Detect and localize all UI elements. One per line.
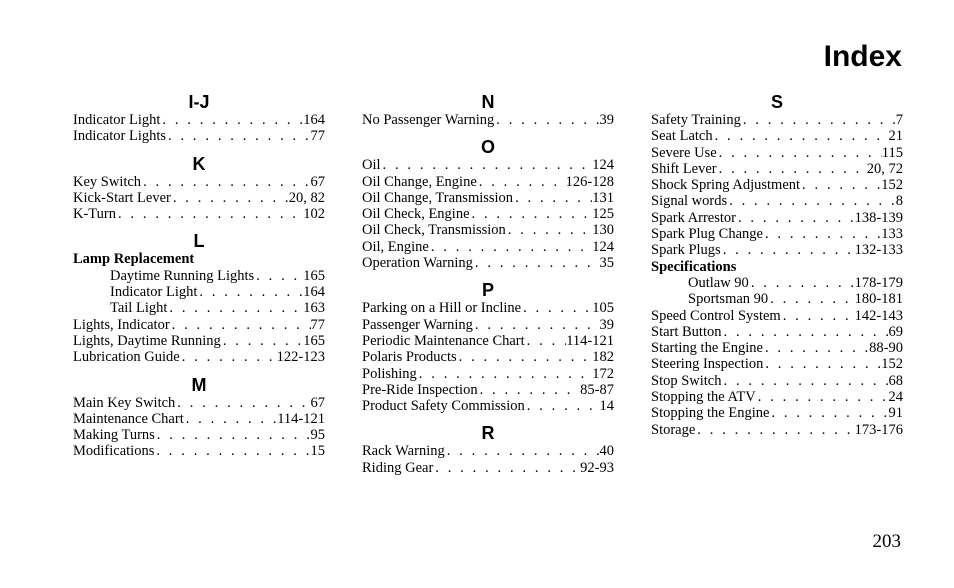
index-column-3 <box>651 92 903 438</box>
entry-term: Spark Plug Change <box>651 226 763 243</box>
entry-term: Indicator Lights <box>73 128 167 145</box>
dot-leader <box>166 128 310 144</box>
index-column-1 <box>73 92 325 460</box>
index-entry <box>362 443 614 459</box>
entry-term: Oil Change, Engine <box>362 173 477 190</box>
index-entry <box>73 190 325 206</box>
section-heading-m: M <box>191 374 207 395</box>
dot-leader <box>513 190 592 206</box>
entry-page-ref: 68 <box>888 372 903 389</box>
dot-leader <box>713 128 889 144</box>
entry-term: Maintenance Chart <box>73 410 184 427</box>
index-entry <box>362 349 614 365</box>
entry-term: Sportsman 90 <box>688 291 769 308</box>
entry-term: Oil, Engine <box>362 238 429 255</box>
entry-page-ref: 130 <box>592 222 614 239</box>
entry-page-ref: 67 <box>310 394 325 411</box>
index-entry <box>73 411 325 427</box>
dot-leader <box>170 317 311 333</box>
entry-term: Start Button <box>651 323 722 340</box>
entry-term: Outlaw 90 <box>688 274 749 291</box>
entry-page-ref: 14 <box>599 398 614 415</box>
index-entry <box>651 112 903 128</box>
index-entry <box>362 460 614 476</box>
entry-term: Lights, Indicator <box>73 316 170 333</box>
dot-leader <box>756 389 889 405</box>
entry-term: Polaris Products <box>362 349 457 366</box>
index-column-2 <box>362 92 614 476</box>
entry-term: Storage <box>651 421 696 438</box>
index-entry <box>651 356 903 372</box>
dot-leader <box>197 284 303 300</box>
dot-leader <box>254 268 303 284</box>
entry-page-ref: 39 <box>599 112 614 128</box>
index-entry <box>651 405 903 421</box>
entry-term: Severe Use <box>651 144 717 161</box>
dot-leader <box>473 255 600 271</box>
dot-leader <box>160 112 303 128</box>
entry-page-ref: 35 <box>599 255 614 272</box>
entry-page-ref: 88-90 <box>869 340 903 357</box>
dot-leader <box>494 112 599 128</box>
section-heading-p: P <box>481 280 494 301</box>
index-entry <box>73 333 325 349</box>
entry-term: Oil Check, Engine <box>362 206 470 223</box>
entry-term: Lights, Daytime Running <box>73 332 221 349</box>
dot-leader <box>184 411 277 427</box>
entry-term: Oil Change, Transmission <box>362 189 514 206</box>
entry-page-ref: 7 <box>895 112 903 128</box>
entry-term: Safety Training <box>651 112 741 128</box>
index-entry <box>362 222 614 238</box>
dot-leader <box>781 308 855 324</box>
entry-term: Passenger Warning <box>362 316 473 333</box>
index-entry <box>73 317 325 333</box>
entry-term: Oil <box>362 157 381 174</box>
entry-page-ref: 115 <box>881 144 903 161</box>
entry-page-ref: 21 <box>888 128 903 145</box>
index-entry <box>362 255 614 271</box>
index-entry <box>362 300 614 316</box>
index-entry <box>73 443 325 459</box>
index-subheading: Specifications <box>651 258 737 275</box>
dot-leader <box>470 206 593 222</box>
section-heading-l: L <box>193 231 205 252</box>
entry-term: Polishing <box>362 365 417 382</box>
entry-term: Operation Warning <box>362 255 473 272</box>
entry-page-ref: 152 <box>881 177 903 194</box>
index-entry <box>362 112 614 128</box>
entry-page-ref: 69 <box>888 323 903 340</box>
entry-term: Making Turns <box>73 427 155 444</box>
entry-term: Kick-Start Lever <box>73 189 171 206</box>
index-entry <box>651 422 903 438</box>
entry-term: Signal words <box>651 193 728 210</box>
dot-leader <box>171 190 289 206</box>
index-entry <box>362 333 614 349</box>
dot-leader <box>429 239 592 255</box>
index-entry <box>73 206 325 222</box>
entry-term: No Passenger Warning <box>362 112 495 128</box>
entry-term: Parking on a Hill or Incline <box>362 300 522 317</box>
dot-leader <box>521 300 592 316</box>
entry-page-ref: 8 <box>895 193 903 210</box>
dot-leader <box>525 333 567 349</box>
entry-term: Lubrication Guide <box>73 349 180 366</box>
entry-term: Steering Inspection <box>651 356 764 373</box>
section-heading-r: R <box>481 423 495 444</box>
dot-leader <box>749 275 855 291</box>
entry-page-ref: 114-121 <box>277 410 325 427</box>
entry-page-ref: 39 <box>599 316 614 333</box>
entry-page-ref: 165 <box>303 267 325 284</box>
entry-term: Oil Check, Transmission <box>362 222 506 239</box>
entry-page-ref: 164 <box>303 112 325 128</box>
entry-page-ref: 142-143 <box>854 307 903 324</box>
index-entry <box>362 382 614 398</box>
index-entry <box>651 324 903 340</box>
dot-leader <box>221 333 303 349</box>
dot-leader <box>727 193 896 209</box>
entry-term: Key Switch <box>73 173 142 190</box>
entry-term: Indicator Light <box>73 112 161 128</box>
section-heading-s: S <box>770 92 783 112</box>
dot-leader <box>506 222 592 238</box>
dot-leader <box>722 373 889 389</box>
entry-page-ref: 77 <box>310 316 325 333</box>
entry-page-ref: 92-93 <box>580 459 614 476</box>
section-heading-k: K <box>192 153 206 174</box>
index-entry <box>362 239 614 255</box>
dot-leader <box>175 395 310 411</box>
index-entry <box>651 389 903 405</box>
entry-term: Riding Gear <box>362 459 434 476</box>
entry-term: Main Key Switch <box>73 394 176 411</box>
entry-page-ref: 126-128 <box>565 173 614 190</box>
entry-page-ref: 77 <box>310 128 325 145</box>
entry-page-ref: 114-121 <box>566 332 614 349</box>
entry-page-ref: 15 <box>310 443 325 460</box>
entry-term: Rack Warning <box>362 443 445 460</box>
entry-term: Stopping the ATV <box>651 389 756 406</box>
dot-leader <box>141 174 310 190</box>
index-sub-entry <box>73 284 325 300</box>
dot-leader <box>457 349 593 365</box>
index-subheading: Lamp Replacement <box>73 251 195 268</box>
dot-leader <box>717 145 882 161</box>
index-entry <box>651 373 903 389</box>
entry-page-ref: 131 <box>592 189 614 206</box>
entry-term: Modifications <box>73 443 155 460</box>
dot-leader <box>769 405 888 421</box>
index-sub-entry <box>651 291 903 307</box>
page-number: 203 <box>872 531 901 552</box>
dot-leader <box>763 340 869 356</box>
index-entry <box>362 206 614 222</box>
entry-term: Stop Switch <box>651 372 722 389</box>
index-entry <box>651 226 903 242</box>
index-entry <box>651 308 903 324</box>
entry-term: Tail Light <box>110 300 168 317</box>
dot-leader <box>695 422 854 438</box>
entry-term: Periodic Maintenance Chart <box>362 332 525 349</box>
index-sub-entry <box>73 300 325 316</box>
entry-page-ref: 122-123 <box>276 349 325 366</box>
section-heading-ij: I-J <box>188 92 210 112</box>
index-entry <box>651 193 903 209</box>
section-heading-n: N <box>481 92 495 112</box>
index-entry <box>651 177 903 193</box>
entry-page-ref: 182 <box>592 349 614 366</box>
index-entry <box>73 174 325 190</box>
index-sub-entry <box>73 268 325 284</box>
index-entry <box>651 340 903 356</box>
entry-page-ref: 173-176 <box>854 421 903 438</box>
index-entry <box>73 128 325 144</box>
index-entry <box>73 427 325 443</box>
entry-page-ref: 133 <box>881 226 903 243</box>
index-entry <box>651 161 903 177</box>
dot-leader <box>768 291 855 307</box>
entry-page-ref: 132-133 <box>854 242 903 259</box>
entry-page-ref: 172 <box>592 365 614 382</box>
dot-leader <box>717 161 867 177</box>
dot-leader <box>473 317 600 333</box>
entry-page-ref: 164 <box>303 284 325 301</box>
entry-page-ref: 20, 82 <box>288 189 325 206</box>
entry-page-ref: 152 <box>881 356 903 373</box>
dot-leader <box>433 460 580 476</box>
index-entry <box>362 190 614 206</box>
index-entry <box>73 112 325 128</box>
entry-term: Shock Spring Adjustment <box>651 177 801 194</box>
entry-page-ref: 40 <box>599 443 614 460</box>
entry-page-ref: 180-181 <box>854 291 903 308</box>
entry-page-ref: 67 <box>310 173 325 190</box>
dot-leader <box>800 177 881 193</box>
entry-page-ref: 163 <box>303 300 325 317</box>
index-entry <box>73 395 325 411</box>
entry-page-ref: 95 <box>310 427 325 444</box>
index-entry <box>651 145 903 161</box>
index-entry <box>362 157 614 173</box>
dot-leader <box>478 382 581 398</box>
index-entry <box>362 317 614 333</box>
index-sub-entry <box>651 275 903 291</box>
index-entry <box>651 242 903 258</box>
entry-page-ref: 125 <box>592 206 614 223</box>
entry-term: Indicator Light <box>110 284 198 301</box>
entry-page-ref: 24 <box>888 389 903 406</box>
entry-term: Starting the Engine <box>651 340 763 357</box>
entry-page-ref: 138-139 <box>854 209 903 226</box>
entry-term: Speed Control System <box>651 307 781 324</box>
entry-page-ref: 91 <box>888 405 903 422</box>
page-title: Index <box>823 40 902 73</box>
entry-term: Shift Lever <box>651 160 717 177</box>
dot-leader <box>155 427 311 443</box>
entry-page-ref: 165 <box>303 332 325 349</box>
dot-leader <box>167 300 303 316</box>
entry-page-ref: 124 <box>592 238 614 255</box>
entry-term: Stopping the Engine <box>651 405 770 422</box>
index-entry <box>651 128 903 144</box>
dot-leader <box>763 226 881 242</box>
index-entry <box>362 366 614 382</box>
entry-page-ref: 85-87 <box>580 381 614 398</box>
entry-term: Pre-Ride Inspection <box>362 381 478 398</box>
dot-leader <box>154 443 310 459</box>
index-entry <box>362 398 614 414</box>
dot-leader <box>763 356 881 372</box>
entry-page-ref: 102 <box>303 206 325 223</box>
index-entry <box>651 210 903 226</box>
dot-leader <box>180 349 277 365</box>
entry-term: Product Safety Commission <box>362 398 525 415</box>
entry-term: Daytime Running Lights <box>110 267 255 284</box>
section-heading-o: O <box>480 137 495 158</box>
dot-leader <box>525 398 600 414</box>
dot-leader <box>477 174 566 190</box>
index-entry <box>362 174 614 190</box>
dot-leader <box>445 443 600 459</box>
index-entry <box>73 349 325 365</box>
dot-leader <box>722 324 889 340</box>
dot-leader <box>736 210 855 226</box>
dot-leader <box>417 366 592 382</box>
entry-page-ref: 178-179 <box>854 274 903 291</box>
entry-term: Seat Latch <box>651 128 713 145</box>
dot-leader <box>741 112 896 128</box>
entry-term: K-Turn <box>73 206 116 223</box>
dot-leader <box>721 242 855 258</box>
entry-term: Spark Arrestor <box>651 209 736 226</box>
dot-leader <box>116 206 303 222</box>
entry-term: Spark Plugs <box>651 242 721 259</box>
dot-leader <box>381 157 593 173</box>
entry-page-ref: 124 <box>592 157 614 174</box>
entry-page-ref: 20, 72 <box>866 160 903 177</box>
entry-page-ref: 105 <box>592 300 614 317</box>
